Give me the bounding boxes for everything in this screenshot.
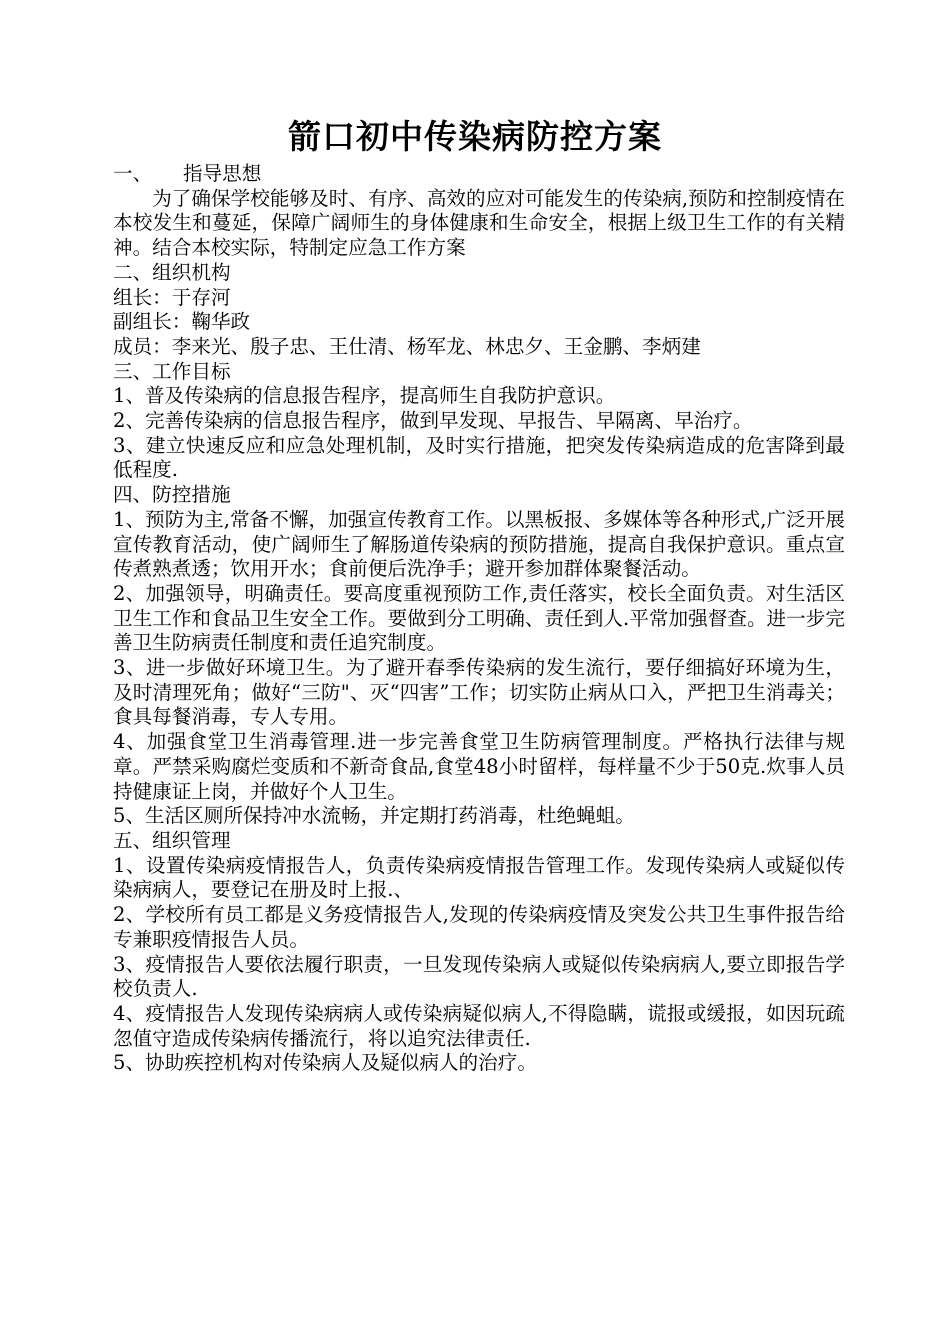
list-item: 3、建立快速反应和应急处理机制，及时实行措施，把突发传染病造成的危害降到最低程度. [113, 433, 845, 482]
document-body [113, 162, 845, 1076]
section-number: 一、 [113, 162, 153, 185]
section-heading-measures: 四、防控措施 [113, 483, 231, 507]
list-item: 2、加强领导，明确责任。要高度重视预防工作,责任落实，校长全面负责。对生活区卫生工作和食品卫生安全工作。要做到分工明确、责任到人.平常加强督查。进一步完善卫生防病责任制度和责任追究制度。 [113, 581, 845, 655]
section-heading-guiding-ideology [113, 162, 845, 187]
leader-line: 组长：于存河 [113, 285, 231, 309]
list-item: 3、疫情报告人要依法履行职责，一旦发现传染病人或疑似传染病病人,要立即报告学校负责人. [113, 952, 845, 1001]
paragraph-guiding-ideology: 为了确保学校能够及时、有序、高效的应对可能发生的传染病,预防和控制疫情在本校发生和蔓延，保障广阔师生的身体健康和生命安全，根据上级卫生工作的有关精神。结合本校实际，特制定应急工作方案 [113, 186, 845, 260]
list-item: 2、完善传染病的信息报告程序，做到早发现、早报告、早隔离、早治疗。 [113, 409, 753, 433]
deputy-leader-line: 副组长：鞠华政 [113, 310, 251, 334]
document-title: 箭口初中传染病防控方案 [288, 117, 662, 156]
list-item: 1、预防为主,常备不懈，加强宣传教育工作。以黑板报、多媒体等各种形式,广泛开展宣传教育活动，使广阔师生了解肠道传染病的预防措施，提高自我保护意识。重点宣传煮熟煮透；饮用开水；食前便后洗净手；避开参加群体聚餐活动。 [113, 507, 845, 581]
section-title: 指导思想 [183, 162, 262, 185]
members-line: 成员：李来光、殷子忠、王仕清、杨军龙、林忠夕、王金鹏、李炳建 [113, 334, 701, 358]
section-heading-goals: 三、工作目标 [113, 359, 231, 383]
section-heading-management: 五、组织管理 [113, 828, 231, 852]
list-item: 5、生活区厕所保持冲水流畅，并定期打药消毒，杜绝蝇蛆。 [113, 804, 635, 828]
section-heading-organization: 二、组织机构 [113, 260, 231, 284]
list-item: 1、设置传染病疫情报告人，负责传染病疫情报告管理工作。发现传染病人或疑似传染病病人，要登记在册及时上报.、 [113, 853, 845, 902]
list-item: 5、协助疾控机构对传染病人及疑似病人的治疗。 [113, 1051, 537, 1075]
list-item: 2、学校所有员工都是义务疫情报告人,发现的传染病疫情及突发公共卫生事件报告给专兼职疫情报告人员。 [113, 903, 845, 951]
list-item: 4、疫情报告人发现传染病病人或传染病疑似病人,不得隐瞒，谎报或缓报，如因玩疏忽值守造成传染病传播流行，将以追究法律责任. [113, 1001, 845, 1050]
list-item: 4、加强食堂卫生消毒管理.进一步完善食堂卫生防病管理制度。严格执行法律与规章。严禁采购腐烂变质和不新奇食品,食堂48小时留样，每样量不少于50克.炊事人员持健康证上岗，并做好个人卫生。 [113, 730, 845, 803]
list-item: 1、普及传染病的信息报告程序，提高师生自我防护意识。 [113, 384, 616, 408]
list-item: 3、进一步做好环境卫生。为了避开春季传染病的发生流行，要仔细搞好环境为生，及时清理死角；做好“三防"、灭“四害”工作；切实防止病从口入，严把卫生消毒关；食具每餐消毒，专人专用。 [113, 656, 845, 729]
